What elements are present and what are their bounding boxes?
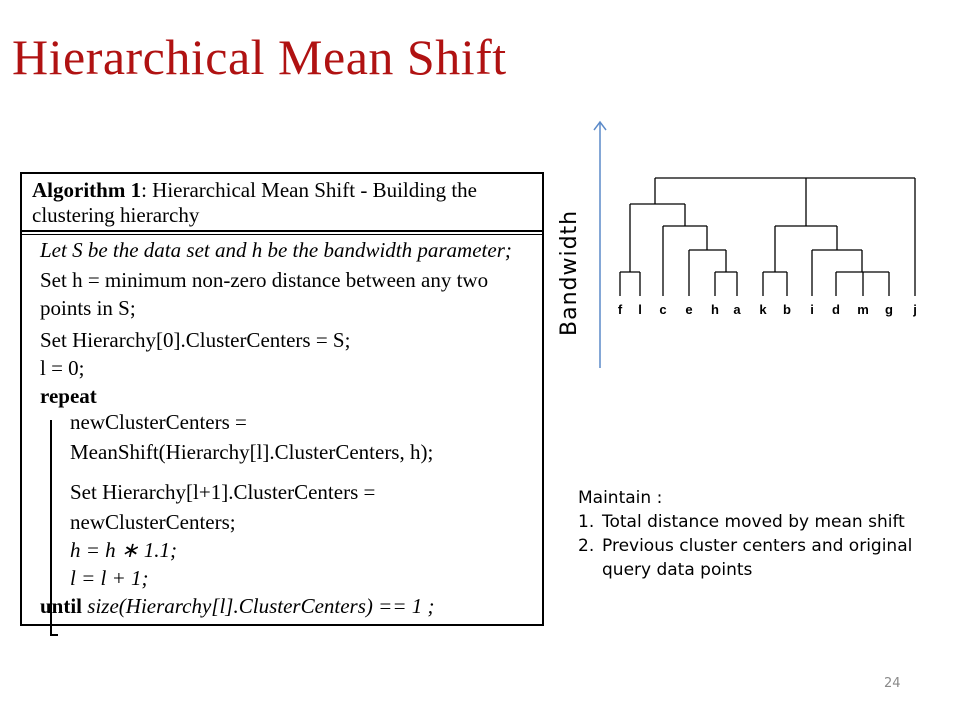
notes-heading: Maintain :: [578, 488, 663, 508]
until-keyword: until: [40, 594, 83, 618]
notes-item-1-text: Total distance moved by mean shift: [602, 512, 905, 532]
algorithm-header: [22, 174, 542, 232]
leaf-label-g: g: [885, 302, 893, 317]
algorithm-title: : Hierarchical Mean Shift - Building the: [141, 178, 477, 202]
algo-line-repeat: repeat: [40, 384, 97, 408]
algorithm-label: Algorithm 1: [32, 178, 142, 202]
notes-item-2: [578, 534, 938, 582]
leaf-label-m: m: [857, 302, 869, 317]
notes-item-1-number: 1.: [578, 512, 595, 532]
algo-line-12: l = l + 1;: [70, 566, 149, 590]
header-divider: [22, 234, 542, 235]
algo-line-5: l = 0;: [40, 356, 85, 380]
notes-item-1: [578, 510, 938, 534]
leaf-label-f: f: [617, 302, 623, 317]
slide-title: Hierarchical Mean Shift: [12, 29, 507, 85]
leaf-label-l: l: [638, 302, 642, 317]
algo-line-8: MeanShift(Hierarchy[l].ClusterCenters, h);: [70, 440, 434, 464]
leaf-label-e: e: [685, 302, 693, 317]
page-number: 24: [884, 676, 901, 691]
repeat-block-bar: [50, 420, 52, 636]
algo-line-9: Set Hierarchy[l+1].ClusterCenters =: [70, 480, 376, 504]
leaf-label-a: a: [733, 302, 741, 317]
algorithm-box: [20, 172, 544, 626]
algo-line-11: h = h ∗ 1.1;: [70, 538, 178, 562]
notes-item-2-number: 2.: [578, 536, 595, 556]
leaf-label-d: d: [832, 302, 840, 317]
algo-line-3: points in S;: [40, 296, 136, 320]
repeat-block-foot: [50, 634, 58, 636]
notes-item-2-text: Previous cluster centers and original query data points: [602, 536, 913, 580]
algo-line-4: Set Hierarchy[0].ClusterCenters = S;: [40, 328, 351, 352]
bandwidth-axis-label: Bandwidth: [557, 209, 582, 336]
algo-line-7: newClusterCenters =: [70, 410, 247, 434]
leaf-label-c: c: [659, 302, 667, 317]
leaf-label-b: b: [783, 302, 791, 317]
leaf-label-i: i: [810, 302, 814, 317]
notes-panel: [578, 486, 938, 582]
algo-line-1: Let S be the data set and h be the bandwidth parameter;: [40, 238, 512, 262]
algo-line-until: [40, 594, 434, 618]
dendrogram: [605, 170, 935, 320]
leaf-label-j: j: [913, 302, 917, 317]
until-condition: size(Hierarchy[l].ClusterCenters) == 1 ;: [82, 594, 435, 618]
leaf-label-h: h: [711, 302, 719, 317]
leaf-label-k: k: [759, 302, 767, 317]
algorithm-title-line2: clustering hierarchy: [32, 203, 200, 227]
algo-line-10: newClusterCenters;: [70, 510, 236, 534]
algo-line-2: Set h = minimum non-zero distance between any two: [40, 268, 489, 292]
